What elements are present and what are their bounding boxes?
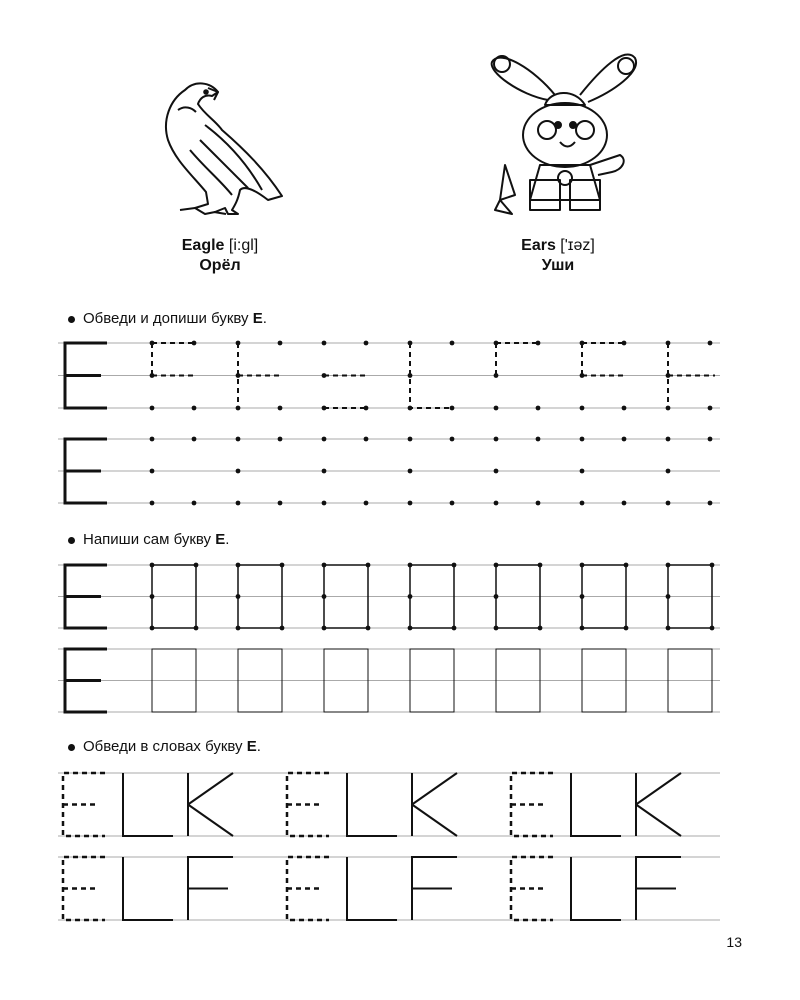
page-number: 13 (726, 934, 742, 950)
task-3-text: Обведи в словах букву (83, 738, 243, 755)
task-2-letter: E (215, 531, 226, 548)
letter-k (412, 773, 457, 836)
task-1-text: Обведи и допиши букву (83, 310, 249, 327)
task-3-letter: E (246, 738, 257, 755)
letter-k (636, 773, 681, 836)
task-2-text: Напиши сам букву (83, 531, 212, 548)
letter-l (347, 773, 397, 836)
letter-l (123, 773, 173, 836)
letter-f (412, 857, 457, 920)
transcription-ears: ['ɪəz] (560, 237, 595, 254)
letter-l (347, 857, 397, 920)
transcription-eagle: [i:gl] (228, 237, 259, 254)
letter-e-dashed (63, 857, 105, 920)
letter-l (571, 857, 621, 920)
word-eagle: Eagle (181, 237, 225, 254)
task-1-letter: E (252, 310, 263, 327)
translation-eagle: Орёл (199, 257, 241, 274)
word-ears: Ears (521, 237, 556, 254)
translation-ears: Уши (541, 257, 575, 274)
task-1: Обведи и допиши букву E. (68, 310, 267, 327)
letter-l (571, 773, 621, 836)
letter-e-dashed (511, 773, 553, 836)
letter-e-dashed (287, 857, 329, 920)
letter-f (188, 857, 233, 920)
letter-k (188, 773, 233, 836)
letter-f (636, 857, 681, 920)
letter-l (123, 857, 173, 920)
task-3: Обведи в словах букву E. (68, 738, 261, 755)
letter-e-dashed (511, 857, 553, 920)
task-2: Напиши сам букву E. (68, 531, 229, 548)
letter-e-dashed (63, 773, 105, 836)
letter-e-dashed (287, 773, 329, 836)
